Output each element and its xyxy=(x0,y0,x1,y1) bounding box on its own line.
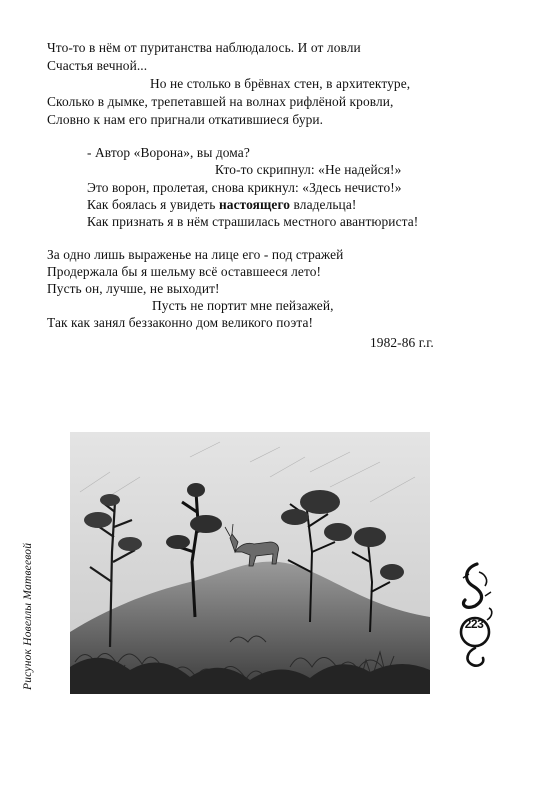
illustration-caption: Рисунок Новеллы Матвеевой xyxy=(22,542,34,690)
poem-line: Так как занял беззаконно дом великого поэта! xyxy=(47,315,314,330)
poem-text xyxy=(0,0,539,350)
poem-date: 1982-86 г.г. xyxy=(370,335,434,350)
poem-line: Продержала бы я шельму всё оставшееся лето! xyxy=(47,264,322,279)
poem-line xyxy=(87,197,356,213)
poem-line: Это ворон, пролетая, снова крикнул: «Здесь нечисто!» xyxy=(87,180,402,195)
poem-line-part: владельца! xyxy=(290,197,357,212)
poem-line: Счастья вечной... xyxy=(47,58,148,73)
poem-line: Но не столько в брёвнах стен, в архитектуре, xyxy=(150,76,411,91)
poem-line: Сколько в дымке, трепетавшей на волнах рифлёной кровли, xyxy=(47,94,394,109)
illustration-drawing xyxy=(70,432,430,694)
page-number: 223 xyxy=(464,617,484,631)
poem-line: Словно к нам его пригнали откатившиеся бури. xyxy=(47,112,324,127)
emphasized-word: настоящего xyxy=(218,197,291,212)
poem-line: Кто-то скрипнул: «Не надейся!» xyxy=(215,162,402,177)
landscape-sketch-image xyxy=(70,432,430,694)
poem-line: Как признать я в нём страшилась местного авантюриста! xyxy=(87,214,419,229)
poem-line: - Автор «Ворона», вы дома? xyxy=(87,145,250,160)
page-ornament-icon xyxy=(455,560,495,670)
poem-line: Пусть он, лучше, не выходит! xyxy=(47,281,220,296)
poem-line: За одно лишь выраженье на лице его - под стражей xyxy=(47,247,344,262)
poem-line: Пусть не портит мне пейзажей, xyxy=(152,298,334,313)
poem-line-part: Как боялась я увидеть xyxy=(87,197,219,212)
poem-line: Что-то в нём от пуританства наблюдалось. И от ловли xyxy=(47,40,361,55)
